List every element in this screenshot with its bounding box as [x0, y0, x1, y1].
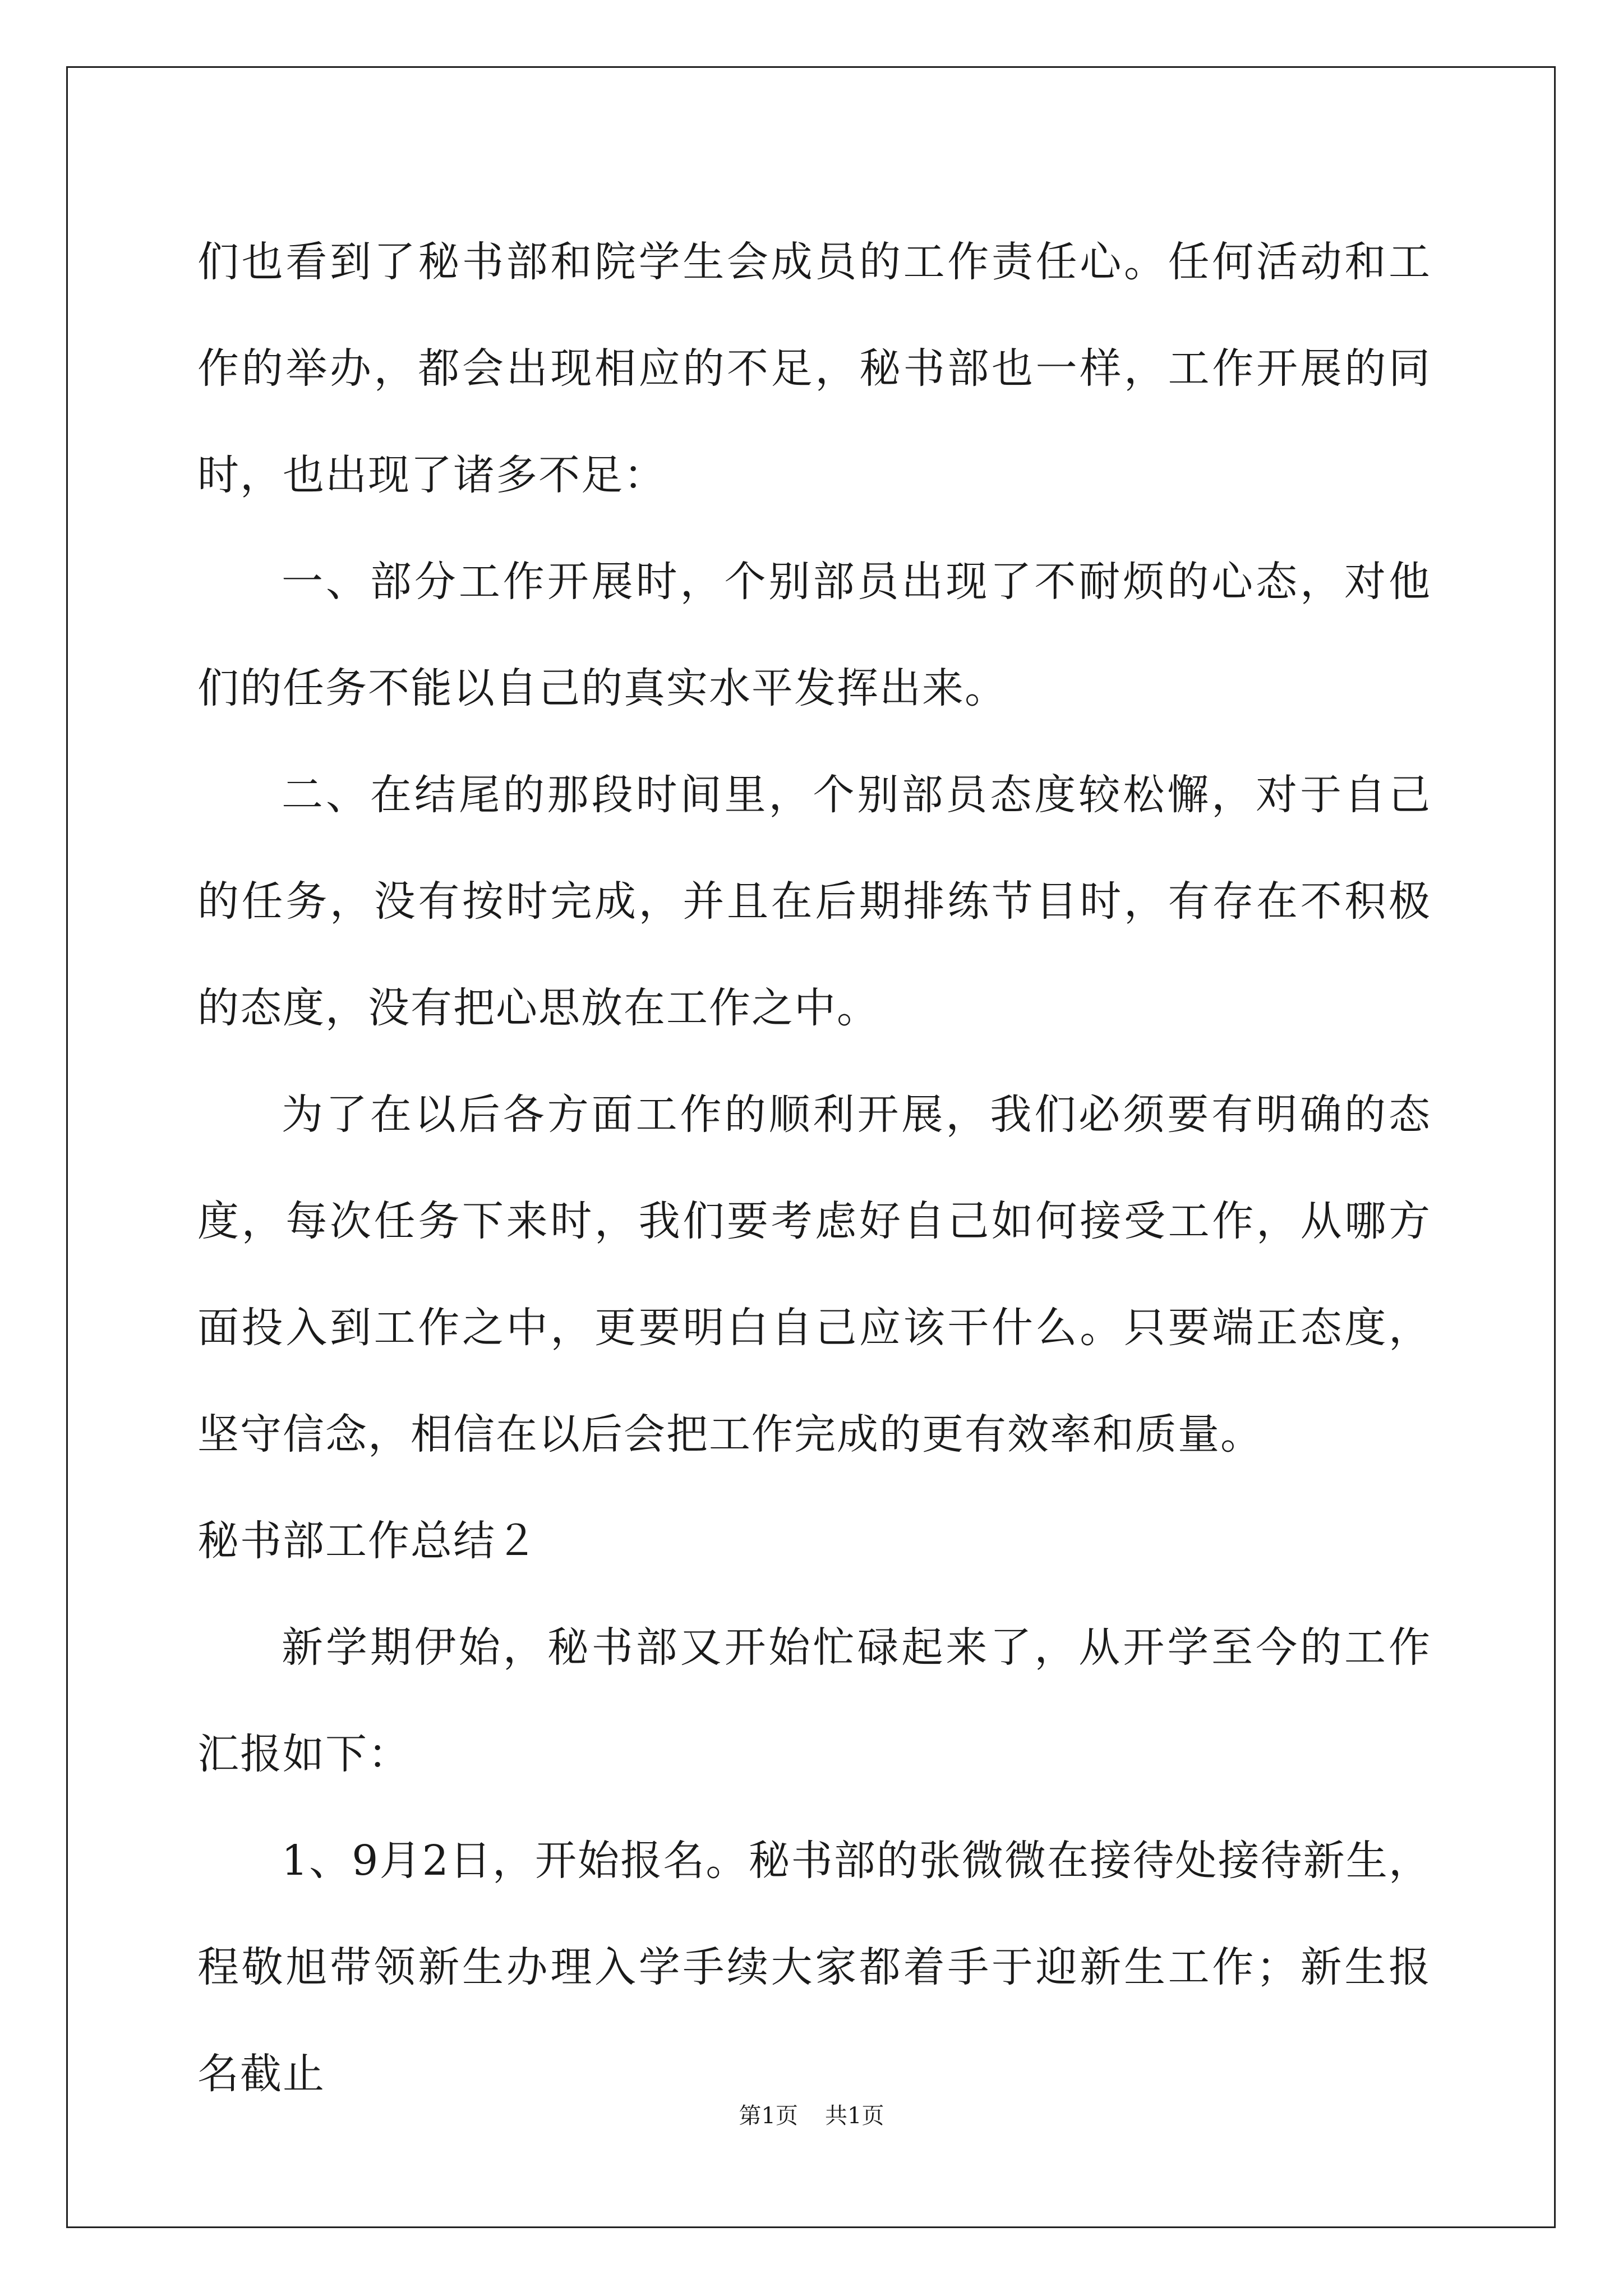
section-heading: 秘书部工作总结２: [197, 1517, 538, 1565]
page-total: 共1页: [825, 2103, 884, 2129]
paragraph-1: 们也看到了秘书部和院学生会成员的工作责任心。任何活动和工作的举办，都会出现相应的不足，秘书部也一样，工作开展的同时，也出现了诸多不足：: [197, 238, 1431, 499]
document-body: [197, 209, 1431, 2127]
paragraph-5: 新学期伊始，秘书部又开始忙碌起来了，从开学至今的工作汇报如下：: [197, 1623, 1431, 1778]
page-footer: [0, 2099, 1623, 2133]
paragraph-4: 为了在以后各方面工作的顺利开展，我们必须要有明确的态度，每次任务下来时，我们要考虑好自己如何接受工作，从哪方面投入到工作之中，更要明白自己应该干什么。只要端正态度，坚守信念，相信在以后会把工作完成的更有效率和质量。: [197, 1091, 1431, 1458]
paragraph-2: 一、部分工作开展时，个别部员出现了不耐烦的心态，对他们的任务不能以自己的真实水平发挥出来。: [197, 558, 1431, 712]
page-number: 第1页: [739, 2103, 798, 2129]
paragraph-3: 二、在结尾的那段时间里，个别部员态度较松懈，对于自己的任务，没有按时完成，并且在后期排练节目时，有存在不积极的态度，没有把心思放在工作之中。: [197, 771, 1431, 1032]
paragraph-6: 1、9月2日，开始报名。秘书部的张微微在接待处接待新生，程敬旭带领新生办理入学手续大家都着手于迎新生工作；新生报名截止: [197, 1837, 1431, 2098]
